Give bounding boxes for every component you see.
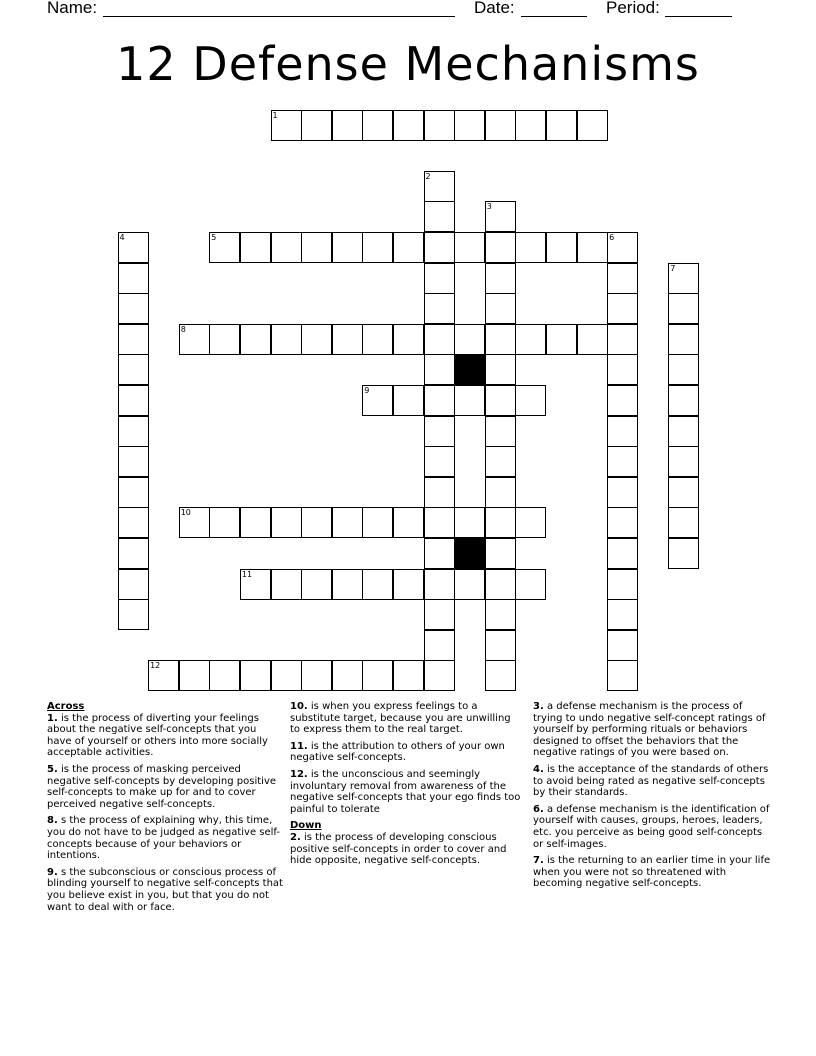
grid-cell[interactable] bbox=[301, 507, 332, 538]
grid-cell[interactable] bbox=[607, 660, 638, 691]
grid-cell[interactable] bbox=[668, 263, 699, 294]
grid-cell[interactable] bbox=[485, 110, 516, 141]
grid-cell[interactable] bbox=[454, 385, 485, 416]
grid-cell[interactable] bbox=[424, 507, 455, 538]
grid-cell[interactable] bbox=[301, 324, 332, 355]
clue-text: a defense mechanism is the identification of yourself with causes, groups, heroes, leaders, etc. you perceive as being good self-concepts or self-images. bbox=[533, 803, 770, 850]
clue-across-9 bbox=[47, 867, 283, 913]
grid-cell[interactable] bbox=[271, 110, 302, 141]
clue-across-5 bbox=[47, 764, 283, 810]
grid-cell[interactable] bbox=[271, 324, 302, 355]
grid-cell[interactable] bbox=[362, 110, 393, 141]
grid-cell[interactable] bbox=[668, 416, 699, 447]
grid-cell[interactable] bbox=[485, 416, 516, 447]
clue-number-label: 3 bbox=[486, 202, 492, 212]
grid-cell[interactable] bbox=[577, 110, 608, 141]
clue-down-6 bbox=[533, 804, 771, 850]
grid-cell[interactable] bbox=[179, 660, 210, 691]
clue-down-7 bbox=[533, 855, 771, 890]
name-label: Name: bbox=[47, 0, 98, 17]
clue-number-label: 5 bbox=[211, 232, 217, 242]
across-heading: Across bbox=[47, 701, 85, 712]
grid-cell[interactable] bbox=[240, 232, 271, 263]
clue-number: 8. bbox=[47, 815, 58, 827]
clue-across-11 bbox=[290, 741, 522, 764]
grid-cell[interactable] bbox=[607, 538, 638, 569]
grid-cell[interactable] bbox=[424, 660, 455, 691]
grid-cell[interactable] bbox=[668, 507, 699, 538]
clue-number-label: 1 bbox=[272, 110, 278, 120]
grid-cell[interactable] bbox=[118, 507, 149, 538]
grid-cell[interactable] bbox=[577, 324, 608, 355]
grid-cell[interactable] bbox=[424, 416, 455, 447]
grid-cell[interactable] bbox=[393, 569, 424, 600]
grid-cell[interactable] bbox=[546, 324, 577, 355]
grid-cell[interactable] bbox=[485, 201, 516, 232]
grid-cell[interactable] bbox=[332, 110, 363, 141]
grid-cell[interactable] bbox=[485, 630, 516, 661]
clue-number-label: 7 bbox=[670, 263, 676, 273]
clue-text: is the acceptance of the standards of others to avoid being rated as negative self-concepts by their standards. bbox=[533, 763, 769, 799]
grid-cell[interactable] bbox=[546, 232, 577, 263]
grid-cell[interactable] bbox=[301, 660, 332, 691]
clue-across-10 bbox=[290, 701, 522, 736]
grid-cell[interactable] bbox=[118, 569, 149, 600]
clue-across-8 bbox=[47, 815, 283, 861]
grid-cell[interactable] bbox=[454, 324, 485, 355]
grid-cell[interactable] bbox=[301, 232, 332, 263]
grid-cell[interactable] bbox=[362, 385, 393, 416]
grid-cell[interactable] bbox=[393, 507, 424, 538]
grid-cell[interactable] bbox=[485, 263, 516, 294]
grid-cell[interactable] bbox=[332, 507, 363, 538]
grid-cell[interactable] bbox=[271, 232, 302, 263]
grid-cell[interactable] bbox=[118, 385, 149, 416]
grid-cell[interactable] bbox=[454, 232, 485, 263]
grid-cell[interactable] bbox=[118, 477, 149, 508]
clue-text: is the process of developing conscious positive self-concepts in order to cover and hide opposite, negative self-concepts. bbox=[290, 831, 507, 867]
grid-cell[interactable] bbox=[607, 263, 638, 294]
grid-cell[interactable] bbox=[607, 293, 638, 324]
clue-number: 5. bbox=[47, 763, 58, 775]
grid-cell[interactable] bbox=[485, 293, 516, 324]
grid-cell[interactable] bbox=[424, 446, 455, 477]
grid-cell[interactable] bbox=[362, 324, 393, 355]
grid-cell[interactable] bbox=[209, 507, 240, 538]
grid-cell[interactable] bbox=[362, 232, 393, 263]
page-title: 12 Defense Mechanisms bbox=[116, 37, 700, 91]
grid-cell[interactable] bbox=[118, 354, 149, 385]
grid-cell[interactable] bbox=[485, 599, 516, 630]
grid-cell[interactable] bbox=[424, 477, 455, 508]
grid-cell[interactable] bbox=[271, 569, 302, 600]
clue-number-label: 8 bbox=[180, 324, 186, 334]
grid-cell[interactable] bbox=[424, 110, 455, 141]
grid-cell[interactable] bbox=[332, 324, 363, 355]
grid-cell[interactable] bbox=[240, 660, 271, 691]
black-cell bbox=[454, 354, 485, 385]
clues-column-3 bbox=[533, 701, 771, 895]
clue-number-label: 10 bbox=[180, 508, 191, 518]
clue-text: s the process of explaining why, this time, you do not have to be judged as negative self-concepts because of your behaviors or intentions. bbox=[47, 815, 281, 862]
grid-cell[interactable] bbox=[179, 324, 210, 355]
grid-cell[interactable] bbox=[424, 263, 455, 294]
clue-down-4 bbox=[533, 764, 771, 799]
date-label: Date: bbox=[474, 0, 515, 17]
clue-number: 11. bbox=[290, 740, 308, 752]
clue-number-label: 6 bbox=[609, 232, 615, 242]
grid-cell[interactable] bbox=[485, 324, 516, 355]
grid-cell[interactable] bbox=[668, 446, 699, 477]
grid-cell[interactable] bbox=[393, 324, 424, 355]
grid-cell[interactable] bbox=[332, 660, 363, 691]
clues-column-2 bbox=[290, 701, 522, 872]
grid-cell[interactable] bbox=[485, 507, 516, 538]
grid-cell[interactable] bbox=[148, 660, 179, 691]
grid-cell[interactable] bbox=[515, 324, 546, 355]
grid-cell[interactable] bbox=[607, 599, 638, 630]
grid-cell[interactable] bbox=[607, 324, 638, 355]
clue-text: is when you express feelings to a substitute target, because you are unwilling to express them to the real target. bbox=[290, 701, 511, 736]
grid-cell[interactable] bbox=[179, 507, 210, 538]
grid-cell[interactable] bbox=[424, 324, 455, 355]
grid-cell[interactable] bbox=[362, 660, 393, 691]
grid-cell[interactable] bbox=[118, 599, 149, 630]
grid-cell[interactable] bbox=[607, 569, 638, 600]
grid-cell[interactable] bbox=[515, 232, 546, 263]
grid-cell[interactable] bbox=[118, 232, 149, 263]
grid-cell[interactable] bbox=[454, 507, 485, 538]
clue-number: 3. bbox=[533, 701, 544, 712]
clue-down-2 bbox=[290, 832, 522, 867]
grid-cell[interactable] bbox=[424, 232, 455, 263]
grid-cell[interactable] bbox=[454, 110, 485, 141]
clue-number: 10. bbox=[290, 701, 308, 712]
grid-cell[interactable] bbox=[424, 293, 455, 324]
clue-down-3 bbox=[533, 701, 771, 759]
grid-cell[interactable] bbox=[607, 477, 638, 508]
grid-cell[interactable] bbox=[240, 324, 271, 355]
grid-cell[interactable] bbox=[454, 569, 485, 600]
grid-cell[interactable] bbox=[607, 507, 638, 538]
grid-cell[interactable] bbox=[301, 110, 332, 141]
grid-cell[interactable] bbox=[607, 385, 638, 416]
clue-text: is the process of masking perceived negative self-concepts by developing positive self-concepts to make up for and to cover perceived negative self-concepts. bbox=[47, 763, 277, 810]
clue-text: is the process of diverting your feelings about the negative self-concepts that you have of yourself or others into more socially acceptable activities. bbox=[47, 712, 268, 759]
grid-cell[interactable] bbox=[668, 538, 699, 569]
grid-cell[interactable] bbox=[668, 293, 699, 324]
grid-cell[interactable] bbox=[424, 599, 455, 630]
clue-number-label: 4 bbox=[119, 232, 125, 242]
grid-cell[interactable] bbox=[332, 232, 363, 263]
grid-cell[interactable] bbox=[607, 354, 638, 385]
clue-number: 6. bbox=[533, 803, 544, 815]
grid-cell[interactable] bbox=[393, 385, 424, 416]
grid-cell[interactable] bbox=[332, 569, 363, 600]
clue-text: is the unconscious and seemingly involuntary removal from awareness of the negative self-concepts that your ego finds too painful to tolerate bbox=[290, 768, 521, 815]
grid-cell[interactable] bbox=[485, 354, 516, 385]
grid-cell[interactable] bbox=[485, 660, 516, 691]
grid-cell[interactable] bbox=[607, 416, 638, 447]
grid-cell[interactable] bbox=[668, 324, 699, 355]
grid-cell[interactable] bbox=[393, 232, 424, 263]
clues-column-1 bbox=[47, 701, 283, 918]
grid-cell[interactable] bbox=[118, 446, 149, 477]
grid-cell[interactable] bbox=[393, 110, 424, 141]
grid-cell[interactable] bbox=[485, 569, 516, 600]
grid-cell[interactable] bbox=[546, 110, 577, 141]
grid-cell[interactable] bbox=[118, 293, 149, 324]
grid-cell[interactable] bbox=[118, 324, 149, 355]
grid-cell[interactable] bbox=[485, 385, 516, 416]
clue-across-1 bbox=[47, 713, 283, 759]
grid-cell[interactable] bbox=[209, 232, 240, 263]
clue-text: is the returning to an earlier time in your life when you were not so threatened with becoming negative self-concepts. bbox=[533, 855, 771, 890]
clue-number: 7. bbox=[533, 855, 544, 867]
grid-cell[interactable] bbox=[209, 324, 240, 355]
grid-cell[interactable] bbox=[240, 569, 271, 600]
clue-number-label: 11 bbox=[241, 569, 253, 579]
clue-number: 2. bbox=[290, 831, 301, 843]
grid-cell[interactable] bbox=[485, 477, 516, 508]
black-cell bbox=[454, 538, 485, 569]
grid-cell[interactable] bbox=[118, 263, 149, 294]
grid-cell[interactable] bbox=[668, 385, 699, 416]
grid-cell[interactable] bbox=[668, 354, 699, 385]
grid-cell[interactable] bbox=[577, 232, 608, 263]
period-label: Period: bbox=[606, 0, 660, 17]
grid-cell[interactable] bbox=[362, 569, 393, 600]
clue-number: 4. bbox=[533, 763, 544, 775]
clue-number-label: 9 bbox=[364, 385, 370, 395]
grid-cell[interactable] bbox=[424, 171, 455, 202]
grid-cell[interactable] bbox=[515, 507, 546, 538]
grid-cell[interactable] bbox=[240, 507, 271, 538]
clue-number: 1. bbox=[47, 712, 58, 724]
grid-cell[interactable] bbox=[271, 660, 302, 691]
grid-cell[interactable] bbox=[424, 354, 455, 385]
grid-cell[interactable] bbox=[668, 477, 699, 508]
grid-cell[interactable] bbox=[607, 232, 638, 263]
grid-cell[interactable] bbox=[515, 385, 546, 416]
grid-cell[interactable] bbox=[485, 446, 516, 477]
grid-cell[interactable] bbox=[424, 538, 455, 569]
clue-text: a defense mechanism is the process of trying to undo negative self-concept ratings of yourself by performing rituals or behaviors designed to offset the behaviors that the negative ratings of you were based on. bbox=[533, 701, 766, 759]
clue-across-12 bbox=[290, 769, 522, 815]
grid-cell[interactable] bbox=[515, 569, 546, 600]
grid-cell[interactable] bbox=[118, 538, 149, 569]
clue-number-label: 2 bbox=[425, 171, 431, 181]
grid-cell[interactable] bbox=[485, 538, 516, 569]
grid-cell[interactable] bbox=[515, 110, 546, 141]
grid-cell[interactable] bbox=[271, 507, 302, 538]
grid-cell[interactable] bbox=[424, 385, 455, 416]
grid-cell[interactable] bbox=[362, 507, 393, 538]
grid-cell[interactable] bbox=[424, 630, 455, 661]
grid-cell[interactable] bbox=[209, 660, 240, 691]
clue-text: is the attribution to others of your own negative self-concepts. bbox=[290, 740, 505, 764]
grid-cell[interactable] bbox=[424, 201, 455, 232]
grid-cell[interactable] bbox=[393, 660, 424, 691]
clue-number: 12. bbox=[290, 768, 308, 780]
clue-text: s the subconscious or conscious process of blinding yourself to negative self-concepts that you believe exist in you, but that you do not want to deal with or face. bbox=[47, 866, 283, 913]
grid-cell[interactable] bbox=[607, 630, 638, 661]
grid-cell[interactable] bbox=[118, 416, 149, 447]
down-heading: Down bbox=[290, 820, 322, 832]
clue-number-label: 12 bbox=[150, 661, 161, 671]
grid-cell[interactable] bbox=[301, 569, 332, 600]
grid-cell[interactable] bbox=[424, 569, 455, 600]
grid-cell[interactable] bbox=[485, 232, 516, 263]
grid-cell[interactable] bbox=[607, 446, 638, 477]
clue-number: 9. bbox=[47, 866, 58, 878]
